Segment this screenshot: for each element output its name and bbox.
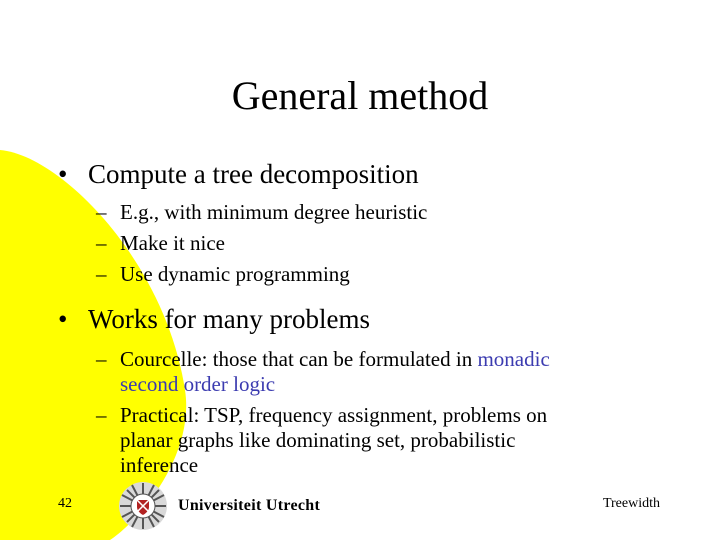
bullet-item	[56, 158, 676, 190]
dash-marker: –	[96, 231, 107, 255]
sub-bullet-text: Make it nice	[120, 231, 225, 255]
bullet-text: Compute a tree decomposition	[88, 159, 419, 189]
dash-marker: –	[96, 262, 107, 286]
sub-bullet-item	[56, 403, 676, 478]
university-seal-icon	[118, 481, 168, 531]
bullet-marker: •	[58, 304, 68, 334]
university-logo	[118, 478, 320, 534]
bullet-item	[56, 303, 676, 335]
sub-bullet-text: planar graphs like dominating set, probabilistic	[120, 428, 516, 452]
highlighted-term: monadic	[477, 347, 550, 371]
slide-title: General method	[231, 73, 489, 118]
logo-text: Universiteit Utrecht	[178, 497, 321, 514]
dash-marker: –	[96, 200, 107, 224]
sub-bullet-text: E.g., with minimum degree heuristic	[120, 200, 428, 224]
sub-bullet-text: inference	[120, 453, 199, 477]
highlighted-term: second order logic	[120, 372, 276, 396]
bullet-text: Works for many problems	[88, 304, 371, 334]
bullet-marker: •	[58, 159, 68, 189]
sub-bullet-item	[56, 200, 676, 225]
bullet-list	[56, 158, 676, 478]
sub-bullet-item	[56, 262, 676, 287]
page-number: 42	[58, 496, 72, 511]
footer-topic: Treewidth	[602, 496, 660, 511]
dash-marker: –	[96, 347, 107, 371]
sub-bullet-text: Use dynamic programming	[120, 262, 350, 286]
sub-bullet-item	[56, 231, 676, 256]
dash-marker: –	[96, 403, 107, 427]
sub-bullet-text: Practical: TSP, frequency assignment, problems on	[120, 403, 548, 427]
sub-bullet-item	[56, 347, 676, 397]
sub-bullet-text: Courcelle: those that can be formulated in	[120, 347, 478, 371]
